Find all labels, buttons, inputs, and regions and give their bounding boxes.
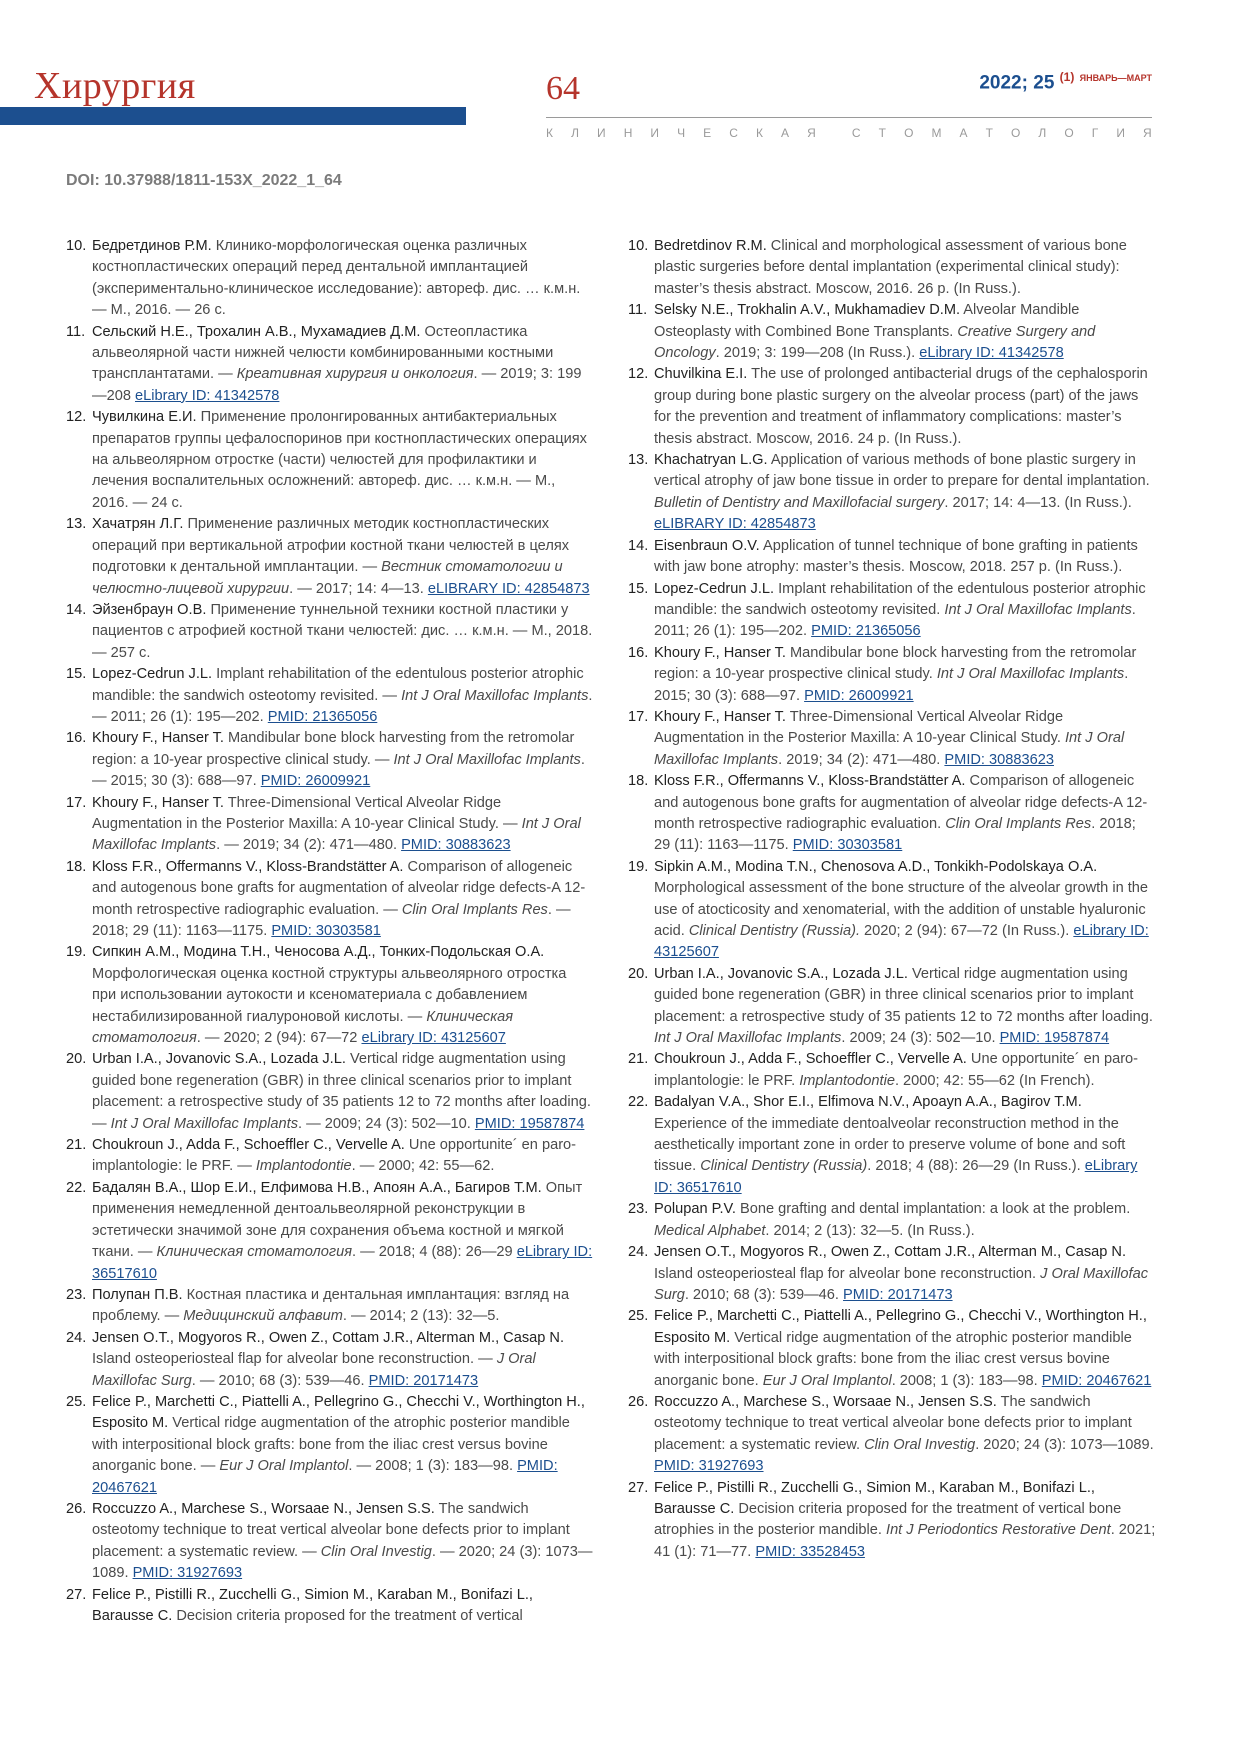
reference-item xyxy=(66,857,594,943)
reference-item xyxy=(66,1178,594,1285)
reference-source: Clin Oral Investig xyxy=(864,1436,976,1453)
reference-number: 23. xyxy=(66,1286,87,1303)
reference-source: Clin Oral Implants Res xyxy=(401,901,548,918)
reference-item xyxy=(66,1328,594,1392)
reference-number: 20. xyxy=(66,1051,87,1068)
doi: DOI: 10.37988/1811-153X_2022_1_64 xyxy=(66,172,342,189)
reference-text xyxy=(654,643,1156,707)
reference-item xyxy=(66,728,594,792)
reference-title: Implant rehabilitation of the edentulous posterior atrophic mandible: the sandwich osteotomy revisited. — xyxy=(92,666,584,704)
journal-letter: Т xyxy=(985,126,993,140)
reference-text xyxy=(92,1049,594,1135)
reference-link[interactable]: eLibrary ID: 36517610 xyxy=(654,1158,1138,1196)
journal-letter: К xyxy=(546,126,553,140)
reference-text xyxy=(654,1392,1156,1478)
reference-title: Mandibular bone block harvesting from the retromolar region: a 10-year prospective clinical study. — xyxy=(92,730,575,768)
reference-item xyxy=(66,322,594,408)
reference-source: Int J Periodontics Restorative Dent xyxy=(886,1522,1111,1539)
reference-item xyxy=(66,942,594,1049)
reference-text xyxy=(654,1306,1156,1392)
journal-letter: Н xyxy=(623,126,633,140)
reference-authors: Kloss F.R., Offermanns V., Kloss-Brandstätter A. xyxy=(654,773,966,790)
reference-text xyxy=(654,536,1156,579)
reference-item xyxy=(628,771,1156,857)
reference-title: Bone grafting and dental implantation: a look at the problem. xyxy=(735,1201,1131,1218)
reference-number: 10. xyxy=(628,238,649,254)
journal-letter: Л xyxy=(1038,126,1047,140)
reference-source: Eur J Oral Implantol xyxy=(219,1458,349,1475)
reference-authors: Khachatryan L.G. xyxy=(654,452,768,469)
journal-letter: Е xyxy=(703,126,712,140)
reference-text xyxy=(92,1178,594,1285)
reference-authors: Polupan P.V. xyxy=(654,1201,736,1218)
reference-authors: Choukroun J., Adda F., Schoeffler C., Vervelle A. xyxy=(654,1051,967,1068)
reference-link[interactable]: PMID: 26009921 xyxy=(260,773,371,790)
issue-number: (1) xyxy=(1059,70,1075,84)
reference-text xyxy=(92,1285,594,1328)
reference-authors: Urban I.A., Jovanovic S.A., Lozada J.L. xyxy=(654,965,908,982)
reference-number: 24. xyxy=(66,1329,87,1346)
reference-item xyxy=(628,1392,1156,1478)
reference-title: Island osteoperiosteal flap for alveolar bone reconstruction. xyxy=(654,1265,1041,1282)
journal-letter: К xyxy=(755,126,763,140)
reference-text xyxy=(92,1392,594,1499)
reference-details: . 2019; 3: 199—208 (In Russ.). xyxy=(715,345,920,362)
reference-authors: Сельский Н.Е., Трохалин А.В., Мухамадиев Д.М. xyxy=(92,323,421,340)
reference-details: . 2010; 68 (3): 539—46. xyxy=(684,1286,844,1303)
reference-item xyxy=(628,1478,1156,1564)
reference-item xyxy=(628,1199,1156,1242)
reference-text xyxy=(654,1049,1156,1092)
reference-details: . 2015; 30 (3): 688—97. xyxy=(654,666,1129,704)
reference-source: Clinical Dentistry (Russia). xyxy=(688,923,860,939)
reference-item xyxy=(66,514,594,600)
reference-item xyxy=(628,300,1156,364)
reference-title: Vertical ridge augmentation of the atrophic posterior mandible with interpositional block grafts: bone from the iliac crest versus bovine anorganic bone. — xyxy=(92,1415,570,1475)
reference-number: 13. xyxy=(66,516,87,533)
journal-letter: Л xyxy=(571,126,579,140)
reference-title: The use of prolonged antibacterial drugs of the cephalosporin group during bone plastic surgery on the alveolar process (part) of the jaws for the prevention and treatment of inflammatory complications: master’s thesis abstract. Moscow, 2016. 24 p. (In Russ.). xyxy=(654,366,1148,447)
reference-details: . 2019; 34 (2): 471—480. xyxy=(778,751,945,768)
journal-letter: С xyxy=(851,126,861,140)
reference-number: 13. xyxy=(628,452,649,469)
reference-authors: Roccuzzo A., Marchese S., Worsaae N., Jensen S.S. xyxy=(92,1500,435,1517)
reference-authors: Sipkin A.M., Modina T.N., Chenosova A.D., Tonkikh-Podolskaya O.A. xyxy=(654,858,1098,875)
reference-title: The sandwich osteotomy technique to treat vertical alveolar bone defects prior to implant placement: a systematic review. xyxy=(654,1393,1132,1453)
reference-title: Three-Dimensional Vertical Alveolar Ridge Augmentation in the Posterior Maxilla: A 10-year Clinical Study. xyxy=(654,708,1065,747)
reference-authors: Bedretdinov R.M. xyxy=(654,238,767,254)
reference-link[interactable]: PMID: 30883623 xyxy=(401,837,511,854)
reference-title: Alveolar Mandible Osteoplasty with Combined Bone Transplants. xyxy=(654,302,1080,340)
references-english xyxy=(628,236,1156,1563)
reference-text xyxy=(92,514,594,600)
reference-details: . — 2015; 30 (3): 688—97. xyxy=(92,751,585,790)
reference-link[interactable]: PMID: 26009921 xyxy=(804,687,914,704)
reference-title: Применение туннельной техники костной пластики у пациентов с атрофией костной ткани челюстей: дис. … к.м.н. — М., 2018. — 257 с. xyxy=(92,601,593,661)
reference-source: Клиническая стоматология xyxy=(156,1244,353,1261)
reference-authors: Khoury F., Hanser T. xyxy=(92,794,224,811)
reference-number: 27. xyxy=(628,1479,649,1496)
reference-number: 12. xyxy=(628,366,649,383)
reference-number: 25. xyxy=(66,1393,87,1410)
reference-source: Int J Oral Maxillofac Implants xyxy=(393,751,581,768)
reference-item xyxy=(628,236,1156,300)
reference-source: Bulletin of Dentistry and Maxillofacial surgery xyxy=(654,494,945,511)
reference-text xyxy=(654,771,1156,857)
reference-details: . — 2011; 26 (1): 195—202. xyxy=(92,687,593,725)
reference-details: . 2020; 24 (3): 1073—1089. xyxy=(975,1436,1154,1453)
reference-details: . — 2009; 24 (3): 502—10. xyxy=(298,1115,475,1132)
journal-letter: А xyxy=(781,126,790,140)
issue-year: 2022; xyxy=(979,72,1028,94)
reference-number: 26. xyxy=(628,1393,649,1410)
references-russian xyxy=(66,236,594,1627)
journal-letter: И xyxy=(1116,126,1125,140)
reference-text xyxy=(654,964,1156,1050)
reference-text xyxy=(654,1478,1156,1564)
reference-link[interactable]: PMID: 30303581 xyxy=(271,923,381,939)
reference-source: Int J Oral Maxillofac Implants xyxy=(110,1115,299,1132)
reference-source: Int J Oral Maxillofac Implants xyxy=(92,815,581,854)
journal-name xyxy=(546,126,1152,140)
reference-number: 23. xyxy=(628,1201,649,1218)
reference-item xyxy=(66,236,594,322)
reference-details: . — 2018; 29 (11): 1163—1175. xyxy=(92,901,571,939)
reference-source: Implantodontie xyxy=(799,1072,895,1089)
reference-number: 15. xyxy=(628,580,649,597)
reference-title: The sandwich osteotomy technique to treat vertical alveolar bone defects prior to implant placement: a systematic review. — xyxy=(92,1500,570,1560)
reference-details: . 2017; 14: 4—13. (In Russ.). xyxy=(944,494,1132,511)
reference-text xyxy=(92,793,594,857)
journal-letter: О xyxy=(1064,126,1074,140)
reference-source: Креативная хирургия и онкология xyxy=(236,366,474,383)
reference-source: Int J Oral Maxillofac Implants xyxy=(944,601,1132,618)
journal-letter: М xyxy=(931,126,942,140)
reference-number: 19. xyxy=(66,944,87,961)
reference-authors: Lopez-Cedrun J.L. xyxy=(92,666,213,683)
reference-link[interactable]: PMID: 30883623 xyxy=(944,751,1054,768)
reference-text xyxy=(654,1092,1156,1199)
reference-title: Experience of the immediate dentoalveolar reconstruction method in the aesthetically important zone in order to preserve volume of bone and soft tissue. xyxy=(654,1115,1126,1175)
reference-text xyxy=(92,236,594,322)
reference-text xyxy=(654,450,1156,536)
reference-title: Костная пластика и дентальная имплантация: взгляд на проблему. — xyxy=(92,1286,570,1325)
reference-title: Implant rehabilitation of the edentulous posterior atrophic mandible: the sandwich osteotomy revisited. xyxy=(654,580,1146,618)
reference-number: 20. xyxy=(628,965,649,982)
reference-number: 18. xyxy=(66,858,87,875)
reference-text xyxy=(654,579,1156,643)
reference-title: Three-Dimensional Vertical Alveolar Ridge Augmentation in the Posterior Maxilla: A 10-year Clinical Study. — xyxy=(92,794,522,832)
reference-authors: Khoury F., Hanser T. xyxy=(92,730,224,747)
reference-item xyxy=(628,536,1156,579)
reference-authors: Urban I.A., Jovanovic S.A., Lozada J.L. xyxy=(92,1051,346,1068)
reference-title: Comparison of allogeneic and autogenous bone grafts for augmentation of alveolar ridge defects-A 12-month retrospective radiographic evaluation. — xyxy=(92,858,586,918)
reference-item xyxy=(66,793,594,857)
reference-title: Применение различных методик костнопластических операций при вертикальной атрофии костной ткани челюстей в целях подготовки к дентальной имплантации. — xyxy=(92,516,570,576)
reference-number: 22. xyxy=(628,1094,649,1111)
page-number: 64 xyxy=(546,70,580,107)
reference-number: 26. xyxy=(66,1500,87,1517)
reference-link[interactable]: PMID: 20467621 xyxy=(1041,1372,1152,1389)
reference-link[interactable]: PMID: 19587874 xyxy=(999,1030,1110,1047)
reference-text xyxy=(654,707,1156,771)
reference-text xyxy=(654,1199,1156,1242)
reference-details: . — 2019; 34 (2): 471—480. xyxy=(216,837,402,854)
reference-details: . 2018; 4 (88): 26—29 (In Russ.). xyxy=(867,1158,1085,1175)
reference-authors: Jensen O.T., Mogyoros R., Owen Z., Cottam J.R., Alterman M., Casap N. xyxy=(92,1329,565,1346)
reference-item xyxy=(66,1049,594,1135)
journal-letter: А xyxy=(959,126,968,140)
reference-item xyxy=(628,450,1156,536)
reference-link[interactable]: PMID: 20171473 xyxy=(368,1372,479,1389)
reference-item xyxy=(628,1242,1156,1306)
reference-title: Применение пролонгированных антибактериальных препаратов группы цефалоспоринов при костнопластических операциях на альвеолярном отростке (части) челюстей для профилактики и лечения воспалительных осложнений: автореф. дис. … к.м.н. — М., 2016. — 24 с. xyxy=(92,409,587,511)
reference-authors: Khoury F., Hanser T. xyxy=(654,708,786,725)
reference-text xyxy=(92,1328,594,1392)
reference-item xyxy=(628,643,1156,707)
reference-text xyxy=(92,1585,594,1628)
header-accent-bar xyxy=(0,107,466,125)
reference-authors: Felice P., Pistilli R., Zucchelli G., Simion M., Karaban M., Bonifazi L., Barausse C. xyxy=(92,1586,533,1624)
reference-details: . 2000; 42: 55—62 (In French). xyxy=(894,1072,1095,1089)
reference-number: 11. xyxy=(66,323,86,340)
reference-details: . 2009; 24 (3): 502—10. xyxy=(841,1030,1000,1047)
journal-letter: Я xyxy=(807,126,816,140)
journal-letter: Т xyxy=(878,126,886,140)
reference-text xyxy=(654,364,1156,450)
reference-authors: Полупан П.В. xyxy=(92,1286,183,1303)
reference-text xyxy=(654,1242,1156,1306)
reference-title: Decision criteria proposed for the treatment of vertical xyxy=(172,1608,523,1624)
reference-link[interactable]: PMID: 20171473 xyxy=(843,1286,953,1303)
reference-title: Опыт применения немедленной дентоальвеолярной реконструкции в эстетически значимой зоне для сохранения объема костной и мягкой ткани. — xyxy=(92,1179,583,1261)
reference-link[interactable]: PMID: 20467621 xyxy=(92,1458,558,1496)
reference-link[interactable]: PMID: 21365056 xyxy=(811,623,921,640)
reference-authors: Choukroun J., Adda F., Schoeffler C., Vervelle A. xyxy=(92,1137,405,1154)
issue-info xyxy=(979,70,1152,94)
reference-source: J Oral Maxillofac Surg xyxy=(654,1265,1149,1303)
reference-title: Клинико-морфологическая оценка различных костнопластических операций перед дентальной имплантацией (экспериментально-клиническое исследование): автореф. дис. … к.м.н. — М., 2016. — 26 с. xyxy=(92,238,581,319)
reference-source: Clin Oral Implants Res xyxy=(945,815,1092,832)
reference-details: . — 2018; 4 (88): 26—29 xyxy=(352,1244,517,1261)
reference-item xyxy=(66,1392,594,1499)
reference-number: 10. xyxy=(66,238,87,254)
reference-source: Int J Oral Maxillofac Implants xyxy=(936,666,1125,683)
reference-authors: Felice P., Pistilli R., Zucchelli G., Simion M., Karaban M., Bonifazi L., Barausse C. xyxy=(654,1479,1095,1517)
reference-source: Clin Oral Investig xyxy=(320,1543,432,1560)
reference-authors: Эйзенбраун О.В. xyxy=(92,601,207,618)
reference-text xyxy=(654,300,1156,364)
reference-text xyxy=(92,1499,594,1585)
reference-link[interactable]: PMID: 33528453 xyxy=(755,1543,865,1560)
reference-number: 14. xyxy=(628,537,649,554)
reference-item xyxy=(66,1585,594,1628)
reference-number: 21. xyxy=(628,1051,649,1068)
reference-text xyxy=(92,857,594,943)
reference-item xyxy=(66,664,594,728)
reference-item xyxy=(628,707,1156,771)
reference-title: Morphological assessment of the bone structure of the alveolar growth in the use of atocticosity and xenomaterial, with the addition of unstable hyaluronic acid. xyxy=(654,880,1149,939)
reference-details: . — 2017; 14: 4—13. xyxy=(289,580,428,597)
reference-number: 15. xyxy=(66,666,87,683)
reference-details: . — 2020; 24 (3): 1073—1089. xyxy=(92,1543,593,1582)
reference-number: 16. xyxy=(628,644,649,661)
reference-source: Creative Surgery and Oncology xyxy=(654,323,1096,362)
reference-link[interactable]: eLibrary ID: 36517610 xyxy=(92,1244,593,1282)
reference-text xyxy=(92,600,594,664)
reference-item xyxy=(66,1285,594,1328)
header-rule xyxy=(546,117,1152,118)
reference-item xyxy=(66,1135,594,1178)
section-title: Хирургия xyxy=(34,65,196,107)
journal-letter: Я xyxy=(1143,126,1152,140)
reference-title: Vertical ridge augmentation using guided bone regeneration (GBR) in three clinical scenarios prior to implant placement: a retrospective study of 35 patients 12 to 72 months after loading. xyxy=(654,965,1153,1025)
reference-source: J Oral Maxillofac Surg xyxy=(92,1351,536,1389)
reference-authors: Felice P., Marchetti C., Piattelli A., Pellegrino G., Checchi V., Worthington H., Esposito M. xyxy=(654,1308,1147,1346)
reference-link[interactable]: PMID: 31927693 xyxy=(132,1565,243,1582)
reference-details: . 2021; 41 (1): 71—77. xyxy=(654,1522,1156,1560)
reference-item xyxy=(628,964,1156,1050)
reference-title: Mandibular bone block harvesting from the retromolar region: a 10-year prospective clinical study. xyxy=(654,644,1137,683)
reference-details: . 2008; 1 (3): 183—98. xyxy=(891,1372,1042,1389)
reference-authors: Roccuzzo A., Marchese S., Worsaae N., Jensen S.S. xyxy=(654,1393,997,1410)
reference-link[interactable]: eLIBRARY ID: 42854873 xyxy=(427,580,590,597)
reference-details: . 2014; 2 (13): 32—5. (In Russ.). xyxy=(765,1222,975,1239)
journal-letter: И xyxy=(597,126,606,140)
reference-text xyxy=(92,322,594,408)
reference-authors: Бедретдинов Р.М. xyxy=(92,238,212,254)
reference-authors: Lopez-Cedrun J.L. xyxy=(654,580,775,597)
reference-authors: Chuvilkina E.I. xyxy=(654,366,748,383)
reference-source: Implantodontie xyxy=(255,1158,352,1175)
reference-source: Int J Oral Maxillofac Implants xyxy=(401,687,589,704)
reference-link[interactable]: eLibrary ID: 41342578 xyxy=(135,387,280,404)
reference-number: 21. xyxy=(66,1137,87,1154)
reference-item xyxy=(628,857,1156,964)
reference-link[interactable]: eLibrary ID: 43125607 xyxy=(654,923,1149,961)
reference-authors: Felice P., Marchetti C., Piattelli A., Pellegrino G., Checchi V., Worthington H., Esposito M. xyxy=(92,1393,585,1432)
issue-months: ЯНВАРЬ—МАРТ xyxy=(1079,73,1152,83)
reference-authors: Selsky N.E., Trokhalin A.V., Mukhamadiev D.M. xyxy=(654,302,961,319)
reference-authors: Сипкин А.М., Модина Т.Н., Ченосова А.Д., Тонких-Подольская О.А. xyxy=(92,944,545,961)
reference-number: 16. xyxy=(66,730,87,747)
reference-link[interactable]: eLibrary ID: 41342578 xyxy=(919,345,1064,362)
reference-authors: Kloss F.R., Offermanns V., Kloss-Brandstätter A. xyxy=(92,858,404,875)
reference-link[interactable]: eLibrary ID: 43125607 xyxy=(361,1030,506,1047)
reference-item xyxy=(66,600,594,664)
reference-text xyxy=(654,857,1156,964)
reference-title: Application of various methods of bone plastic surgery in vertical atrophy of jaw bone tissue in order to prepare for dental implantation. xyxy=(654,452,1150,490)
reference-number: 17. xyxy=(628,708,649,725)
reference-title: Остеопластика альвеолярной части нижней челюсти комбинированными костными трансплантатами. — xyxy=(92,323,554,383)
reference-details: . — 2000; 42: 55—62. xyxy=(351,1158,495,1175)
reference-number: 12. xyxy=(66,409,87,426)
reference-source: Клиническая стоматология xyxy=(92,1008,514,1047)
journal-letter: О xyxy=(1011,126,1021,140)
reference-number: 14. xyxy=(66,601,87,618)
reference-title: Clinical and morphological assessment of various bone plastic surgeries before dental implantation (experimental clinical study): master’s thesis abstract. Moscow, 2016. 26 p. (In Russ.). xyxy=(654,238,1127,297)
reference-text xyxy=(654,236,1156,300)
reference-text xyxy=(92,728,594,792)
issue-volume: 25 xyxy=(1033,72,1055,94)
reference-text xyxy=(92,664,594,728)
reference-details: . 2018; 29 (11): 1163—1175. xyxy=(654,815,1136,854)
reference-text xyxy=(92,942,594,1049)
reference-number: 11. xyxy=(628,302,648,319)
reference-link[interactable]: eLIBRARY ID: 42854873 xyxy=(654,516,816,533)
reference-title: Vertical ridge augmentation using guided bone regeneration (GBR) in three clinical scenarios prior to implant placement: a retrospective study of 35 patients 12 to 72 months after loading. — xyxy=(92,1051,591,1132)
reference-item xyxy=(628,364,1156,450)
reference-title: Vertical ridge augmentation of the atrophic posterior mandible with interpositional block grafts: bone from the iliac crest versus bovine anorganic bone. xyxy=(654,1329,1132,1389)
reference-link[interactable]: PMID: 31927693 xyxy=(654,1458,764,1475)
reference-item xyxy=(66,1499,594,1585)
reference-number: 19. xyxy=(628,858,649,875)
reference-number: 27. xyxy=(66,1586,87,1603)
reference-item xyxy=(66,407,594,514)
reference-item xyxy=(628,579,1156,643)
reference-authors: Khoury F., Hanser T. xyxy=(654,644,786,661)
reference-source: Int J Oral Maxillofac Implants xyxy=(654,730,1125,768)
reference-authors: Бадалян В.А., Шор Е.И., Елфимова Н.В., Апоян А.А., Багиров Т.М. xyxy=(92,1179,542,1196)
reference-link[interactable]: PMID: 30303581 xyxy=(792,837,903,854)
reference-authors: Eisenbraun O.V. xyxy=(654,537,760,554)
reference-details: . — 2010; 68 (3): 539—46. xyxy=(191,1372,369,1389)
reference-title: Island osteoperiosteal flap for alveolar bone reconstruction. — xyxy=(92,1351,497,1368)
reference-item xyxy=(628,1049,1156,1092)
reference-title: Decision criteria proposed for the treatment of vertical bone atrophies in the posterior mandible. xyxy=(654,1500,1122,1539)
reference-title: Une opportunite´ en paro-implantologie: le PRF. — xyxy=(92,1137,577,1175)
reference-authors: Badalyan V.A., Shor E.I., Elfimova N.V., Apoayn A.A., Bagirov T.M. xyxy=(654,1094,1082,1111)
reference-details: . — 2019; 3: 199—208 xyxy=(92,366,582,404)
reference-number: 18. xyxy=(628,773,649,790)
reference-number: 17. xyxy=(66,794,87,811)
reference-source: Medical Alphabet xyxy=(654,1222,766,1239)
journal-letter: Ч xyxy=(677,126,686,140)
reference-title: Application of tunnel technique of bone grafting in patients with jaw bone atrophy: master’s thesis. Moscow, 2018. 257 p. (In Russ.). xyxy=(654,537,1138,576)
reference-authors: Jensen O.T., Mogyoros R., Owen Z., Cottam J.R., Alterman M., Casap N. xyxy=(654,1244,1127,1261)
reference-source: Int J Oral Maxillofac Implants xyxy=(654,1030,842,1047)
reference-source: Медицинский алфавит xyxy=(183,1308,343,1325)
reference-item xyxy=(628,1092,1156,1199)
reference-source: Clinical Dentistry (Russia) xyxy=(700,1158,868,1175)
reference-number: 24. xyxy=(628,1244,649,1261)
reference-details: . — 2008; 1 (3): 183—98. xyxy=(348,1458,518,1475)
reference-title: Une opportunite´ en paro-implantologie: le PRF. xyxy=(654,1051,1139,1089)
reference-details: . — 2020; 2 (94): 67—72 xyxy=(196,1030,362,1047)
journal-letter: Г xyxy=(1091,126,1099,140)
journal-letter: О xyxy=(904,126,914,140)
journal-letter: С xyxy=(729,126,738,140)
journal-letter: И xyxy=(650,126,660,140)
reference-title: Морфологическая оценка костной структуры альвеолярного отростка при использовании аутокости и ксеноматериала с добавлением нестабилизированной гиалуроновой кислоты. — xyxy=(92,965,567,1025)
reference-text xyxy=(92,1135,594,1178)
reference-details: 2020; 2 (94): 67—72 (In Russ.). xyxy=(860,923,1074,939)
reference-title: Comparison of allogeneic and autogenous bone grafts for augmentation of alveolar ridge defects-A 12-month retrospective radiographic evaluation. xyxy=(654,773,1148,832)
reference-item xyxy=(628,1306,1156,1392)
reference-number: 22. xyxy=(66,1179,87,1196)
reference-authors: Чувилкина Е.И. xyxy=(92,409,197,426)
reference-source: Eur J Oral Implantol xyxy=(762,1372,892,1389)
reference-details: . 2011; 26 (1): 195—202. xyxy=(654,601,1136,640)
reference-authors: Хачатрян Л.Г. xyxy=(92,516,184,533)
reference-link[interactable]: PMID: 21365056 xyxy=(267,708,378,725)
reference-number: 25. xyxy=(628,1308,649,1325)
reference-link[interactable]: PMID: 19587874 xyxy=(474,1115,585,1132)
reference-source: Вестник стоматологии и челюстно-лицевой хирургии xyxy=(92,559,563,597)
reference-details: . — 2014; 2 (13): 32—5. xyxy=(342,1308,500,1325)
reference-text xyxy=(92,407,594,514)
